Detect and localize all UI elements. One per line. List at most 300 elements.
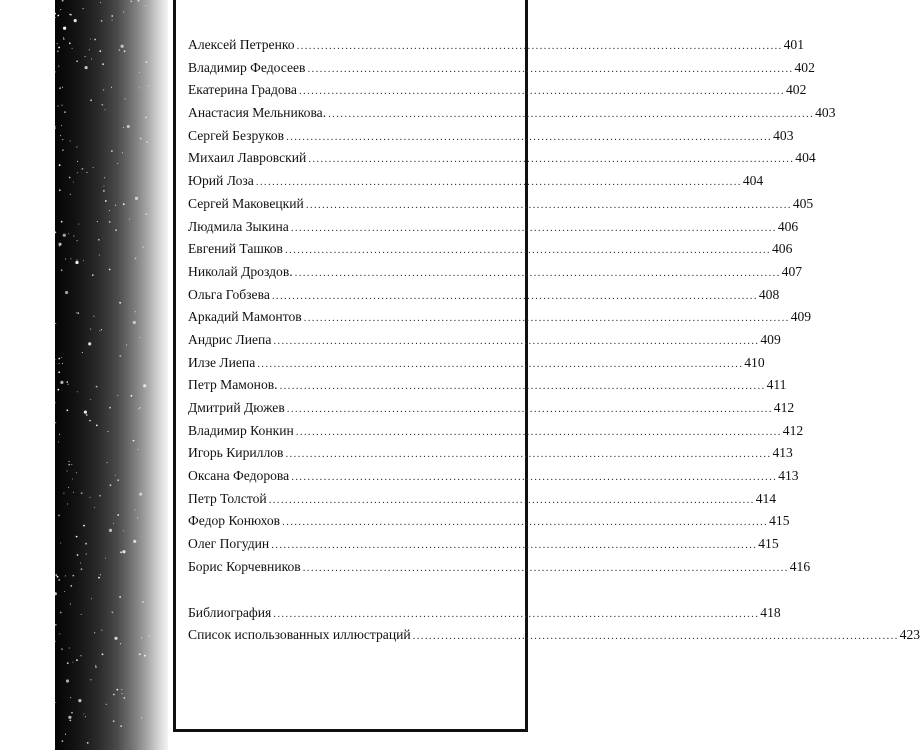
star-dot <box>90 329 91 330</box>
star-dot <box>109 269 111 271</box>
star-dot <box>115 205 116 206</box>
toc-leader-dots: ........................................................................................................................ <box>328 108 815 121</box>
star-dot <box>119 302 121 304</box>
star-dot <box>100 574 101 575</box>
toc-entry-title: Петр Толстой <box>188 490 267 506</box>
star-dot <box>67 470 68 471</box>
star-dot <box>133 540 136 543</box>
star-dot <box>99 50 101 52</box>
star-dot <box>91 598 92 599</box>
star-dot <box>67 662 69 664</box>
star-dot <box>72 478 73 479</box>
toc-entry <box>188 34 804 57</box>
star-dot <box>55 126 56 127</box>
star-dot <box>62 87 63 88</box>
toc-entry-title: Ольга Гобзева <box>188 286 270 302</box>
star-dot <box>149 636 150 637</box>
star-dot <box>77 554 79 556</box>
star-dot <box>65 734 66 735</box>
star-dot <box>100 2 101 3</box>
toc-entry <box>188 261 803 284</box>
toc-entry-title: Екатерина Градова <box>188 82 297 98</box>
star-dot <box>121 725 122 726</box>
star-dot <box>129 219 130 220</box>
star-dot <box>143 247 144 248</box>
star-dot <box>63 234 66 237</box>
toc-entry-page-number: 411 <box>766 377 787 393</box>
star-dot <box>119 596 121 598</box>
star-dot <box>59 87 61 89</box>
table-of-contents <box>188 34 920 647</box>
star-dot <box>90 99 92 101</box>
star-dot <box>134 509 135 510</box>
star-dot <box>77 391 78 392</box>
star-dot <box>123 203 125 205</box>
star-dot <box>55 624 57 626</box>
star-dot <box>89 497 90 498</box>
star-dot <box>107 431 108 432</box>
star-dot <box>103 190 105 192</box>
star-dot <box>62 740 64 742</box>
toc-entry-title: Оксана Федорова <box>188 468 290 484</box>
star-dot <box>90 679 91 680</box>
star-dot <box>64 111 66 113</box>
star-dot <box>90 38 91 39</box>
star-dot <box>122 152 123 153</box>
star-dot <box>57 43 58 44</box>
toc-leader-dots: ........................................................................................................................ <box>307 62 794 75</box>
star-dot <box>81 568 83 570</box>
star-dot <box>103 185 104 186</box>
toc-entry-title: Борис Корчевников <box>188 558 301 574</box>
star-dot <box>76 659 78 661</box>
star-dot <box>89 49 90 50</box>
star-dot <box>54 592 57 595</box>
star-dot <box>90 399 91 400</box>
star-dot <box>55 128 56 129</box>
star-dot <box>123 530 124 531</box>
star-dot <box>117 514 119 516</box>
toc-entry-title: Андрис Лиепа <box>188 331 272 347</box>
toc-leader-dots: ........................................................................................................................ <box>286 403 773 415</box>
star-dot <box>99 330 100 331</box>
star-dot <box>66 679 69 682</box>
toc-leader-dots: ........................................................................................................................ <box>305 198 792 211</box>
star-dot <box>121 45 124 48</box>
star-dot <box>69 14 70 15</box>
toc-entry-page-number: 405 <box>792 195 814 211</box>
star-dot <box>145 213 147 215</box>
star-dot <box>59 189 61 191</box>
star-dot <box>55 402 56 403</box>
star-dot <box>57 576 59 578</box>
toc-entry <box>188 556 811 579</box>
star-dot <box>61 125 62 126</box>
star-dot <box>94 39 96 41</box>
star-dots <box>55 0 168 750</box>
star-dot <box>123 11 124 12</box>
star-dot <box>98 239 100 241</box>
toc-leader-dots: ........................................................................................................................ <box>271 539 758 552</box>
toc-entry <box>188 329 781 352</box>
star-dot <box>65 575 66 576</box>
star-dot <box>78 224 79 225</box>
star-dot <box>59 633 60 634</box>
star-dot <box>76 60 78 62</box>
star-dot <box>105 200 107 202</box>
star-dot <box>85 56 86 57</box>
star-dot <box>146 61 148 63</box>
star-dot <box>96 386 98 388</box>
star-dot <box>117 395 118 396</box>
star-dot <box>69 42 71 44</box>
star-dot <box>101 20 103 22</box>
toc-entry-title: Евгений Ташков <box>188 241 283 257</box>
star-dot <box>76 472 77 473</box>
star-dot <box>55 17 56 18</box>
star-dot <box>105 558 106 559</box>
star-dot <box>65 291 68 294</box>
star-dot <box>89 420 91 422</box>
star-dot <box>60 135 61 136</box>
star-dot <box>85 543 87 545</box>
toc-entry-title: Владимир Федосеев <box>188 59 306 75</box>
star-dot <box>55 231 57 233</box>
star-dot <box>113 523 114 524</box>
star-dot <box>139 493 142 496</box>
star-dot <box>73 492 74 493</box>
toc-leader-dots: ........................................................................................................................ <box>268 493 755 506</box>
toc-entry <box>188 465 799 488</box>
toc-entry-title: Олег Погудин <box>188 536 270 552</box>
star-dot <box>73 181 74 182</box>
star-dot <box>142 601 144 603</box>
star-dot <box>85 66 88 69</box>
toc-back-matter-list <box>188 602 920 647</box>
star-dot <box>63 37 64 38</box>
toc-entry-page-number: 413 <box>778 468 799 484</box>
star-dot <box>60 612 62 614</box>
toc-leader-dots: ........................................................................................................................ <box>285 448 772 461</box>
star-dot <box>148 85 149 86</box>
star-dot <box>141 717 142 718</box>
star-dot <box>58 363 59 364</box>
toc-entry <box>188 102 836 125</box>
toc-entry-page-number: 413 <box>772 445 793 461</box>
toc-entry-title: Анастасия Мельникова. <box>188 105 327 121</box>
star-dot <box>93 316 94 317</box>
star-dot <box>135 311 136 312</box>
star-dot <box>77 172 78 173</box>
star-dot <box>86 554 87 555</box>
star-dot <box>137 518 138 519</box>
star-dot <box>83 525 85 527</box>
toc-entry-title: Илзе Лиепа <box>188 354 256 370</box>
star-dot <box>144 655 146 657</box>
star-dot <box>72 662 73 663</box>
toc-entry-page-number: 412 <box>773 400 795 415</box>
star-dot <box>109 221 111 223</box>
star-dot <box>63 27 66 30</box>
toc-entry-page-number: 410 <box>744 354 765 370</box>
star-dot <box>104 177 105 178</box>
star-dot <box>57 15 59 17</box>
star-dot <box>68 233 69 234</box>
star-dot <box>140 407 141 408</box>
star-dot <box>70 258 71 259</box>
star-dot <box>71 464 72 465</box>
star-dot <box>65 258 66 259</box>
star-dot <box>58 515 60 517</box>
star-dot <box>68 464 70 466</box>
star-dot <box>139 653 141 655</box>
toc-entry-page-number: 403 <box>773 127 794 143</box>
star-dot <box>87 742 89 744</box>
star-dot <box>74 19 77 22</box>
toc-entry <box>188 602 781 625</box>
star-dot <box>63 38 65 40</box>
toc-leader-dots: ........................................................................................................................ <box>290 221 777 234</box>
star-dot <box>145 5 146 6</box>
star-dot <box>76 312 77 313</box>
star-dot <box>109 529 112 532</box>
star-dot <box>54 13 56 15</box>
star-dot <box>61 269 63 271</box>
toc-leader-dots: ........................................................................................................................ <box>291 471 778 484</box>
star-dot <box>54 359 55 360</box>
toc-entry-page-number: 414 <box>755 490 777 506</box>
toc-entry-title: Сергей Маковецкий <box>188 195 304 211</box>
toc-entry <box>188 193 814 216</box>
toc-entry-page-number: 406 <box>777 218 799 234</box>
star-dot <box>83 713 84 714</box>
toc-entry <box>188 442 793 465</box>
toc-leader-dots: ........................................................................................................................ <box>295 425 782 438</box>
star-dot <box>55 71 56 72</box>
toc-entry-title: Федор Конюхов <box>188 513 281 529</box>
star-dot <box>57 389 59 391</box>
star-dot <box>58 371 60 373</box>
star-dot <box>61 105 62 106</box>
star-dot <box>111 150 113 152</box>
star-dot <box>60 9 61 10</box>
toc-leader-dots: ........................................................................................................................ <box>302 561 789 574</box>
toc-leader-dots: ........................................................................................................................ <box>279 380 766 393</box>
star-dot <box>69 720 71 722</box>
toc-entry-page-number: 409 <box>760 331 781 347</box>
star-dot <box>109 210 110 211</box>
star-dot <box>66 409 68 411</box>
star-dot <box>59 434 60 435</box>
toc-entry <box>188 216 799 239</box>
toc-leader-dots: ........................................................................................................................ <box>298 85 785 98</box>
star-dot <box>62 149 64 151</box>
star-dot <box>139 72 140 73</box>
toc-entry <box>188 510 790 533</box>
toc-entry-page-number: 412 <box>782 422 804 438</box>
toc-entry-page-number: 418 <box>760 604 781 620</box>
toc-entry <box>188 238 793 261</box>
star-dot <box>62 139 63 140</box>
star-dot <box>81 614 82 615</box>
toc-entry-title: Михаил Лавровский <box>188 150 307 166</box>
star-dot <box>78 699 81 702</box>
star-dot <box>64 591 65 592</box>
star-dot <box>101 630 102 631</box>
star-dot <box>57 50 59 52</box>
star-dot <box>73 235 74 236</box>
star-dot <box>58 106 59 107</box>
star-dot <box>58 579 60 581</box>
star-dot <box>117 163 118 164</box>
star-dot <box>55 641 56 642</box>
star-dot <box>111 15 113 17</box>
star-dot <box>99 495 101 497</box>
star-dot <box>127 125 130 128</box>
toc-entry-title: Аркадий Мамонтов <box>188 309 302 325</box>
star-dot <box>86 172 87 173</box>
toc-entry <box>188 170 764 193</box>
star-dot <box>72 575 74 577</box>
toc-leader-dots: ........................................................................................................................ <box>303 312 790 325</box>
star-dot <box>55 422 56 423</box>
toc-entry-title: Петр Мамонов. <box>188 377 278 393</box>
star-dot <box>95 665 96 666</box>
star-dot <box>59 246 60 247</box>
star-dot <box>62 363 63 364</box>
star-dot <box>101 329 102 330</box>
toc-leader-dots: ........................................................................................................................ <box>257 357 744 370</box>
toc-entry <box>188 488 777 511</box>
star-dot <box>69 647 70 648</box>
star-dot <box>61 357 62 358</box>
star-dot <box>88 342 91 345</box>
star-dot <box>141 637 142 638</box>
toc-entry-title: Юрий Лоза <box>188 173 254 189</box>
toc-entry-page-number: 402 <box>785 82 807 98</box>
star-dot <box>112 20 113 21</box>
toc-entry-page-number: 402 <box>794 59 815 75</box>
toc-entry <box>188 352 765 375</box>
toc-leader-dots: ........................................................................................................................ <box>255 176 742 189</box>
toc-entry-title: Николай Дроздов. <box>188 263 293 279</box>
star-dot <box>70 194 71 195</box>
star-dot <box>94 507 95 508</box>
star-dot <box>117 479 119 481</box>
toc-entry <box>188 306 812 329</box>
star-dot <box>80 562 81 563</box>
star-dot <box>114 637 117 640</box>
toc-entry <box>188 624 920 647</box>
star-dot <box>95 666 97 668</box>
star-dot <box>118 49 120 51</box>
star-dot <box>85 716 86 717</box>
star-dot <box>77 240 78 241</box>
star-dot <box>70 585 72 587</box>
star-dot <box>70 697 71 698</box>
star-dot <box>116 689 118 691</box>
star-dot <box>138 0 140 2</box>
star-dot <box>82 168 84 170</box>
star-dot <box>111 87 112 88</box>
star-dot <box>76 536 78 538</box>
toc-entry-title: Список использованных иллюстраций <box>188 627 411 643</box>
star-dot <box>67 503 68 504</box>
star-dot <box>60 381 63 384</box>
toc-entry-title: Людмила Зыкина <box>188 218 289 234</box>
star-dot <box>70 14 72 16</box>
star-dot <box>135 197 138 200</box>
star-dot <box>120 551 122 553</box>
star-dot <box>69 461 70 462</box>
toc-entry-page-number: 404 <box>795 150 816 166</box>
toc-entry-page-number: 416 <box>789 558 811 574</box>
star-dot <box>123 127 124 128</box>
star-dot <box>60 243 61 244</box>
star-dot <box>115 229 117 231</box>
star-dot <box>133 440 135 442</box>
star-dot <box>130 1 132 3</box>
toc-entry <box>188 420 804 443</box>
star-dot <box>55 574 57 576</box>
star-dot <box>115 475 116 476</box>
toc-leader-dots: ........................................................................................................................ <box>284 244 771 257</box>
star-dot <box>70 140 71 141</box>
toc-entry-page-number: 401 <box>783 37 804 52</box>
toc-entry-page-number: 406 <box>771 241 793 257</box>
star-dot <box>107 462 108 463</box>
toc-leader-dots: ........................................................................................................................ <box>286 130 773 143</box>
star-dot <box>109 407 111 409</box>
star-dot <box>131 395 133 397</box>
star-dot <box>92 274 94 276</box>
star-dot <box>133 321 136 324</box>
toc-entry-page-number: 403 <box>815 105 836 121</box>
toc-entry <box>188 284 780 307</box>
toc-entry-page-number: 407 <box>781 263 803 279</box>
star-dot <box>112 612 114 614</box>
star-dot <box>91 58 92 59</box>
star-dot <box>82 352 83 353</box>
star-dot <box>68 716 71 719</box>
star-dot <box>104 109 105 110</box>
star-dot <box>58 358 60 360</box>
star-dot <box>55 323 56 324</box>
star-dot <box>60 542 61 543</box>
star-dot <box>66 381 68 383</box>
toc-entry <box>188 533 779 556</box>
star-dot <box>83 8 84 9</box>
star-dot <box>96 425 98 427</box>
toc-main-list <box>188 34 836 579</box>
star-dot <box>113 694 115 696</box>
star-dot <box>140 337 141 338</box>
star-dot <box>106 704 107 705</box>
star-dot <box>137 449 138 450</box>
star-dot <box>84 411 87 414</box>
star-dot <box>68 487 69 488</box>
star-dot <box>124 697 126 699</box>
toc-leader-dots: ........................................................................................................................ <box>282 516 769 529</box>
star-dot <box>71 712 73 714</box>
star-dot <box>99 254 100 255</box>
toc-entry-page-number: 415 <box>758 536 779 552</box>
star-dot <box>58 442 59 443</box>
star-dot <box>76 260 77 261</box>
toc-leader-dots: ........................................................................................................................ <box>412 630 899 643</box>
star-dot <box>55 702 56 703</box>
star-dot <box>122 550 125 553</box>
